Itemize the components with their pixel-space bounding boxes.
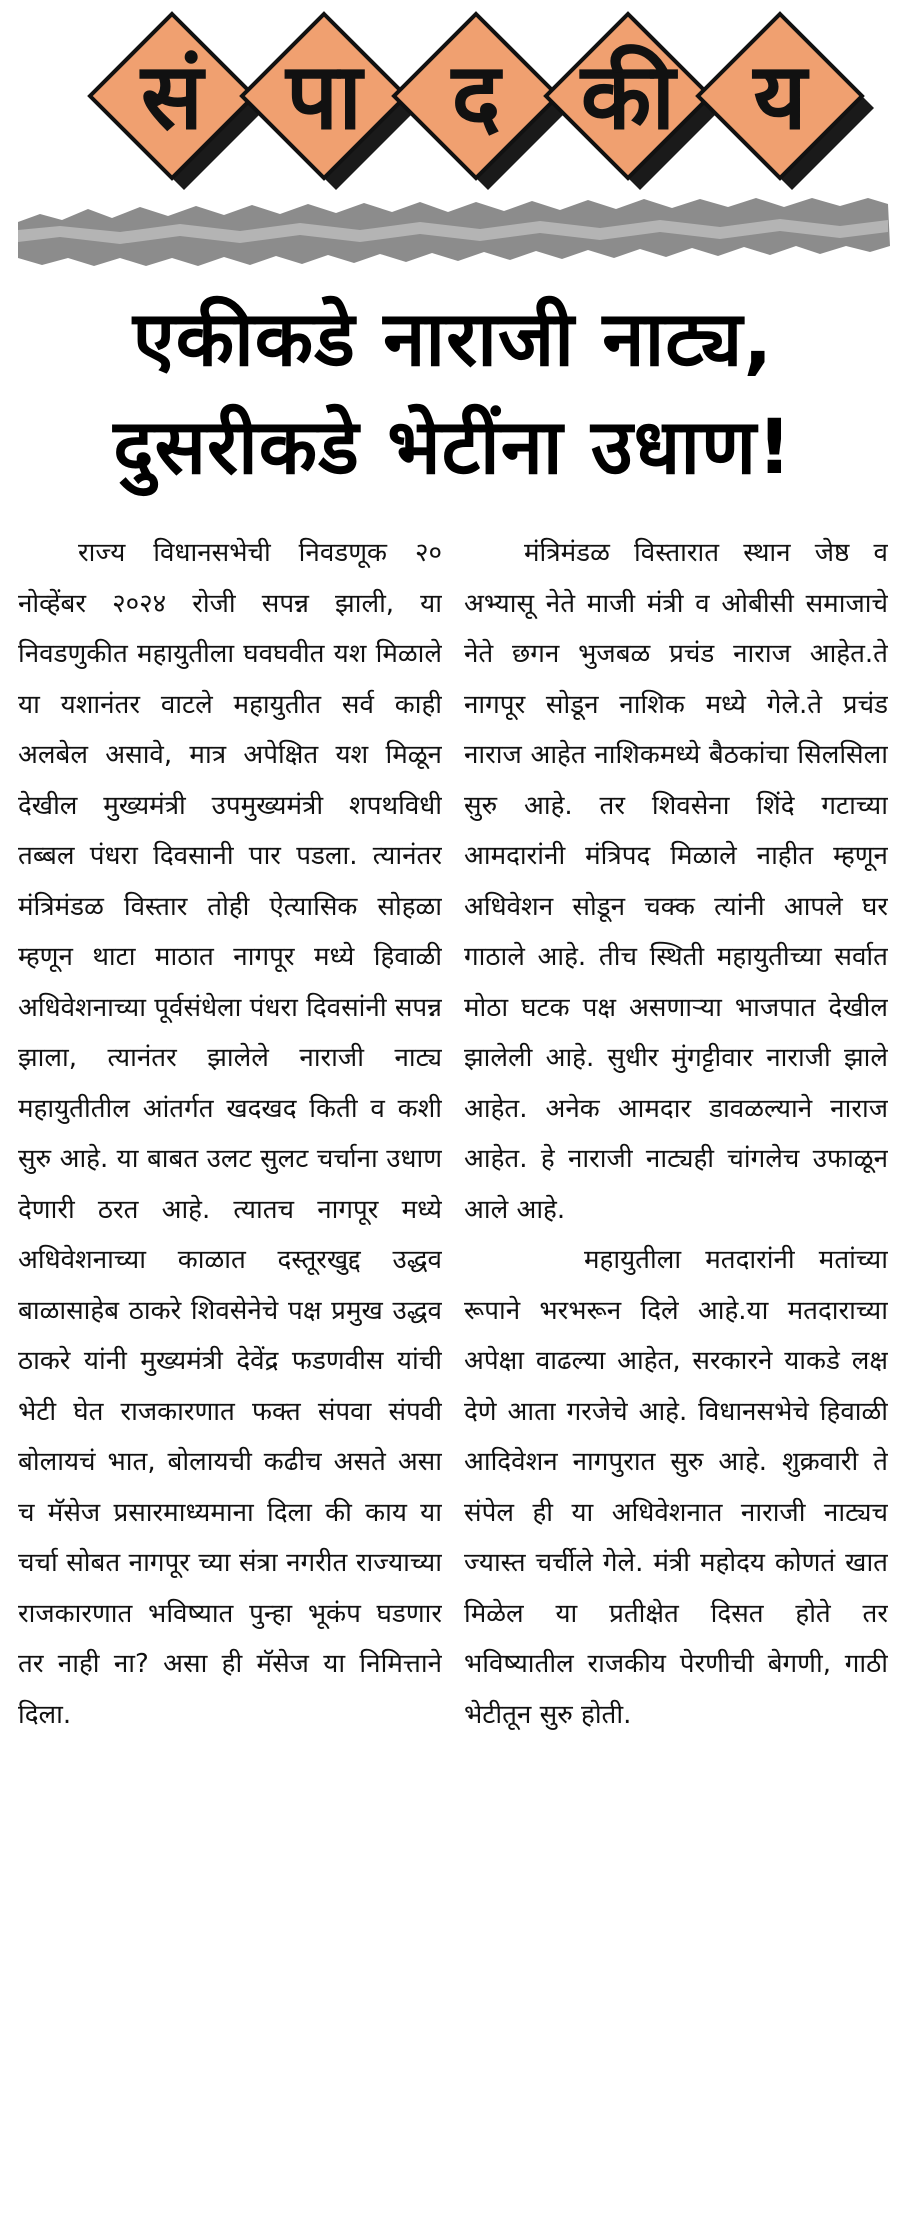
- masthead-letter-2: पा: [285, 43, 363, 150]
- headline-line-1: एकीकडे नाराजी नाट्य,: [132, 294, 774, 383]
- article-body: [18, 528, 888, 2228]
- column-right: [464, 528, 888, 2228]
- masthead: [0, 0, 906, 270]
- masthead-letter-1: सं: [140, 43, 204, 150]
- headline: [0, 285, 906, 501]
- masthead-graphic: [0, 0, 906, 270]
- masthead-letter-3: द: [451, 43, 501, 150]
- masthead-letter-5: य: [753, 43, 807, 150]
- left-paragraph-1: राज्य विधानसभेची निवडणूक २० नोव्हेंबर २०२४ रोजी सपन्न झाली, या निवडणुकीत महायुतीला घवघवीत यश मिळाले या यशानंतर वाटले महायुतीत सर्व काही अलबेल असावे, मात्र अपेक्षित यश मिळून देखील मुख्यमंत्री उपमुख्यमंत्री शपथविधी तब्बल पंधरा दिवसानी पार पडला. त्यानंतर मंत्रिमंडळ विस्तार तोही ऐत्यासिक सोहळा म्हणून थाटा माठात नागपूर मध्ये हिवाळी अधिवेशनाच्या पूर्वसंधेला पंधरा दिवसांनी सपन्न झाला, त्यानंतर झालेले नाराजी नाट्य महायुतीतील आंतर्गत खदखद किती व कशी सुरु आहे. या बाबत उलट सुलट चर्चाना उधाण देणारी ठरत आहे. त्यातच नागपूर मध्ये अधिवेशनाच्या काळात दस्तूरखुद्द उद्धव बाळासाहेब ठाकरे शिवसेनेचे पक्ष प्रमुख उद्धव ठाकरे यांनी मुख्यमंत्री देवेंद्र फडणवीस यांची भेटी घेत राजकारणात फक्त संपवा संपवी बोलायचं भात, बोलायची कढीच असते असा च मॅसेज प्रसारमाध्यमाना दिला की काय या चर्चा सोबत नागपूर च्या संत्रा नगरीत राज्याच्या राजकारणात भविष्यात पुन्हा भूकंप घडणार तर नाही ना? असा ही मॅसेज या निमित्ताने दिला.: [18, 538, 442, 1730]
- headline-line-2: दुसरीकडे भेटींना उधाण!: [113, 402, 793, 491]
- masthead-letter-4: की: [580, 43, 676, 150]
- column-left: [18, 528, 442, 2228]
- right-paragraph-2: महायुतीला मतदारांनी मतांच्या रूपाने भरभरून दिले आहे.या मतदाराच्या अपेक्षा वाढल्या आहेत, सरकारने याकडे लक्ष देणे आता गरजेचे आहे. विधानसभेचे हिवाळी आदिवेशन नागपुरात सुरु आहे. शुक्रवारी ते संपेल ही या अधिवेशनात नाराजी नाट्यच ज्यास्त चर्चीले गेले. मंत्री महोदय कोणतं खात मिळेल या प्रतीक्षेत दिसत होते तर भविष्यातील राजकीय पेरणीची बेगणी, गाठी भेटीतून सुरु होती.: [464, 1245, 888, 1730]
- right-paragraph-1: मंत्रिमंडळ विस्तारात स्थान जेष्ठ व अभ्यासू नेते माजी मंत्री व ओबीसी समाजाचे नेते छगन भुजबळ प्रचंड नाराज आहेत.ते नागपूर सोडून नाशिक मध्ये गेले.ते प्रचंड नाराज आहेत नाशिकमध्ये बैठकांचा सिलसिला सुरु आहे. तर शिवसेना शिंदे गटाच्या आमदारांनी मंत्रिपद मिळाले नाहीत म्हणून अधिवेशन सोडून चक्क त्यांनी आपले घर गाठाले आहे. तीच स्थिती महायुतीच्या सर्वात मोठा घटक पक्ष असणाऱ्या भाजपात देखील झालेली आहे. सुधीर मुंगट्टीवार नाराजी झाले आहेत. अनेक आमदार डावळल्याने नाराज आहेत. हे नाराजी नाट्यही चांगलेच उफाळून आले आहे.: [464, 538, 888, 1225]
